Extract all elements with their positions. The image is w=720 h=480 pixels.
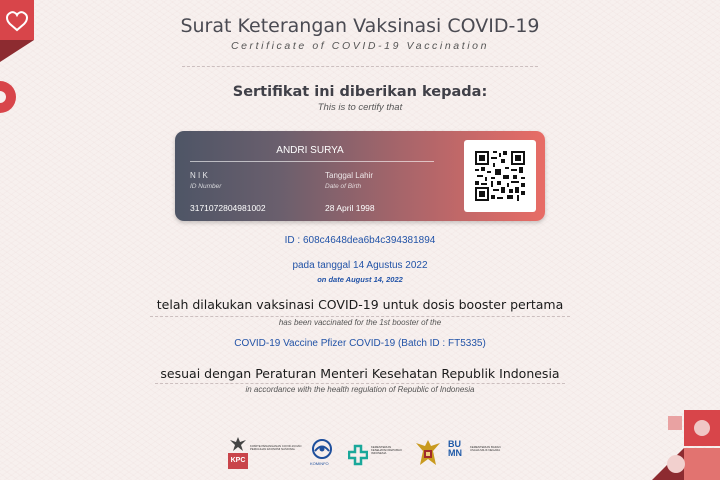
regulation-statement-en: in accordance with the health regulation of Republic of Indonesia xyxy=(245,385,475,394)
kpc-text: KOMITE PENANGANAN COVID-19 DAN PEMULIHAN EKONOMI NASIONAL xyxy=(250,444,302,452)
vaccination-date-en: on date August 14, 2022 xyxy=(317,275,403,284)
kpc-mark: KPC xyxy=(228,453,248,469)
garuda-icon xyxy=(228,436,248,452)
identity-card xyxy=(175,131,545,221)
kemenkes-logo xyxy=(348,444,368,466)
certify-label: Sertifikat ini diberikan kepada: xyxy=(232,84,488,100)
bumn-text: KEMENTERIAN BADAN USAHA MILIK NEGARA xyxy=(470,445,501,453)
garuda-pancasila-icon xyxy=(414,438,442,468)
certify-label-en: This is to certify that xyxy=(317,102,403,113)
garuda-pancasila-logo xyxy=(414,438,442,468)
corner-decoration-bottom-right xyxy=(640,408,720,480)
divider xyxy=(150,316,570,317)
kominfo-text: KOMINFO xyxy=(310,461,329,466)
bumn-logo xyxy=(448,440,470,468)
qr-code-frame xyxy=(464,140,536,212)
vaccination-statement: telah dilakukan vaksinasi COVID-19 untuk dosis booster pertama xyxy=(156,297,564,312)
vaccination-date: pada tanggal 14 Agustus 2022 xyxy=(292,260,428,271)
regulation-statement: sesuai dengan Peraturan Menteri Kesehatan Republik Indonesia xyxy=(160,366,560,381)
dob-value: 28 April 1998 xyxy=(325,203,375,213)
kpc-logo xyxy=(228,436,248,470)
card-divider xyxy=(190,161,434,162)
dob-label: Tanggal Lahir xyxy=(325,171,374,180)
page-subtitle: Certificate of COVID-19 Vaccination xyxy=(230,40,490,52)
health-cross-icon xyxy=(348,444,368,466)
nik-label: N I K xyxy=(190,171,208,180)
kominfo-icon xyxy=(310,438,334,460)
qr-code-icon[interactable] xyxy=(475,151,525,201)
certificate-id: ID : 608c4648dea6b4c394381894 xyxy=(284,235,436,246)
kemenkes-text: KEMENTERIAN KESEHATAN REPUBLIK INDONESIA xyxy=(371,445,403,456)
vaccine-name: COVID-19 Vaccine Pfizer COVID-19 (Batch ID : FT5335) xyxy=(234,338,486,349)
vaccination-statement-en: has been vaccinated for the 1st booster of the xyxy=(278,318,442,327)
holder-name: ANDRI SURYA xyxy=(276,145,344,156)
page-title: Surat Keterangan Vaksinasi COVID-19 xyxy=(180,15,540,37)
divider xyxy=(182,66,538,67)
bumn-mark: BUMN xyxy=(448,439,462,458)
nik-value: 3171072804981002 xyxy=(190,203,266,213)
dob-label-en: Date of Birth xyxy=(325,183,362,190)
divider xyxy=(155,383,565,384)
nik-label-en: ID Number xyxy=(190,183,222,190)
